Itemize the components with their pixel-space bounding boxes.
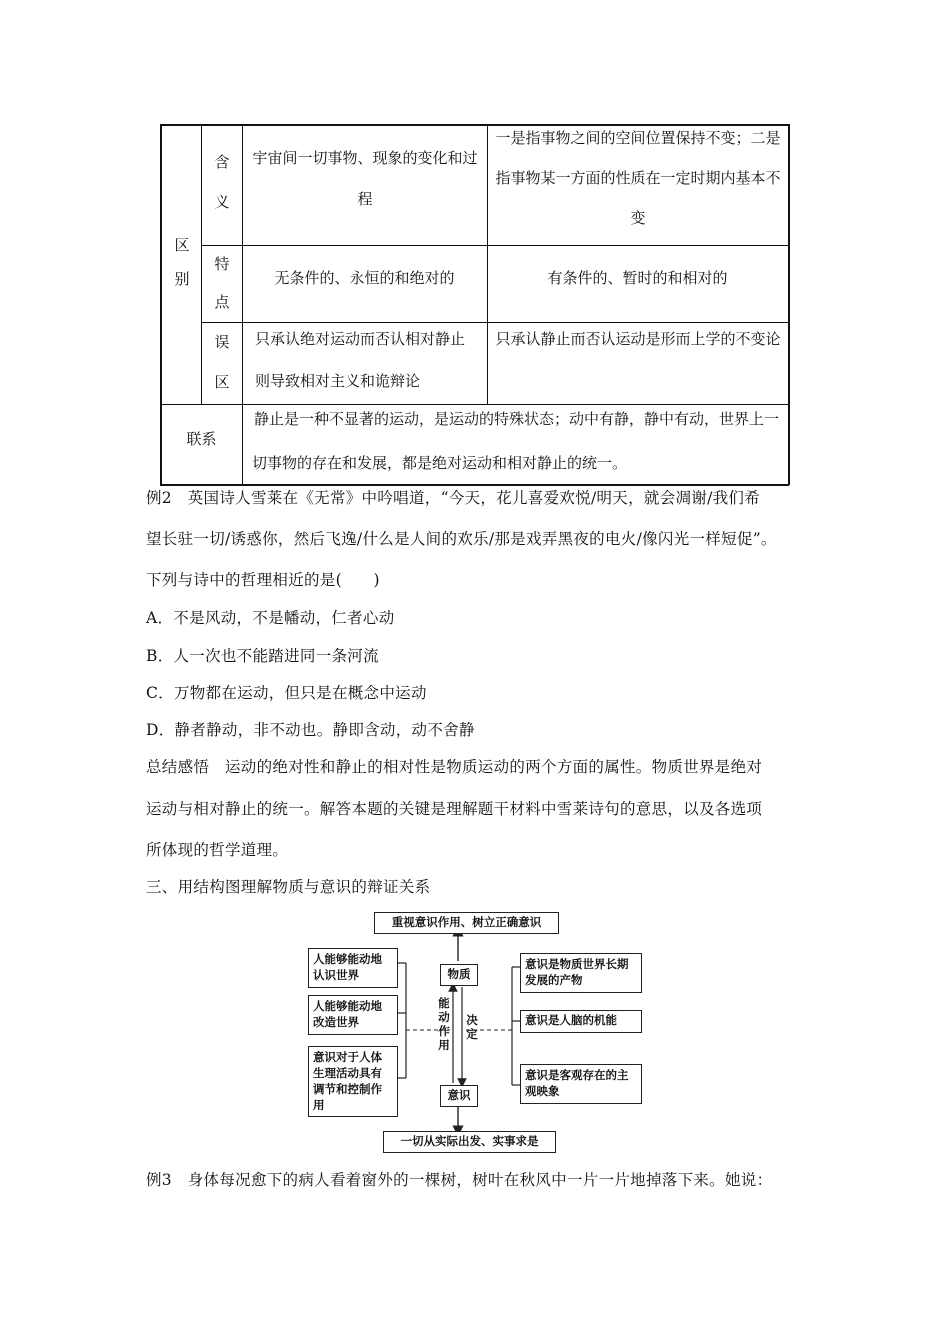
box-consciousness: 意识 — [440, 1085, 478, 1107]
label-hanyi: 含义 — [214, 153, 230, 211]
box-left-3: 意识对于人体生理活动具有调节和控制作用 — [308, 1046, 398, 1117]
example3-line1: 例3 身体每况愈下的病人看着窗外的一棵树，树叶在秋风中一片一片地掉落下来。她说： — [146, 1171, 773, 1189]
example2-line3: 下列与诗中的哲理相近的是( ) — [146, 571, 380, 589]
cell-lianxi: 静止是一种不显著的运动，是运动的特殊状态；动中有静，静中有动，世界上一切事物的存在和发展，都是绝对运动和相对静止的统一。 — [252, 410, 780, 472]
cell-wuqu-still: 只承认静止而否认运动是形而上学的不变论 — [495, 330, 781, 348]
table-divider — [201, 245, 789, 246]
label-ability: 能动作用 — [438, 996, 450, 1052]
table-divider — [201, 124, 202, 404]
option-c: C．万物都在运动，但只是在概念中运动 — [146, 684, 427, 702]
box-right-1: 意识是物质世界长期发展的产物 — [520, 953, 642, 993]
cell-hanyi-still: 一是指事物之间的空间位置保持不变；二是指事物某一方面的性质在一定时期内基本不变 — [495, 129, 781, 227]
box-right-2: 意识是人脑的机能 — [520, 1010, 642, 1033]
box-top: 重视意识作用、树立正确意识 — [374, 912, 559, 934]
cell-hanyi-motion: 宇宙间一切事物、现象的变化和过程 — [252, 149, 478, 208]
box-bottom: 一切从实际出发、实事求是 — [383, 1131, 556, 1153]
option-a: A．不是风动，不是幡动，仁者心动 — [146, 609, 395, 627]
table-divider — [242, 124, 243, 485]
summary-line3: 所体现的哲学道理。 — [146, 841, 289, 859]
label-wuqu: 误区 — [214, 333, 230, 391]
cell-wuqu-motion: 只承认绝对运动而否认相对静止则导致相对主义和诡辩论 — [255, 330, 466, 390]
cell-tedian-motion: 无条件的、永恒的和绝对的 — [274, 269, 455, 287]
label-decide: 决定 — [466, 1013, 478, 1041]
section3-heading: 三、用结构图理解物质与意识的辩证关系 — [146, 878, 431, 896]
box-right-3: 意识是客观存在的主观映象 — [520, 1064, 642, 1104]
table-border-right — [788, 124, 790, 485]
summary-line2: 运动与相对静止的统一。解答本题的关键是理解题干材料中雪莱诗句的意思，以及各选项 — [146, 800, 763, 818]
label-tedian: 特点 — [214, 255, 230, 311]
box-matter: 物质 — [440, 964, 478, 986]
summary-line1: 总结感悟 运动的绝对性和静止的相对性是物质运动的两个方面的属性。物质世界是绝对 — [146, 758, 763, 776]
option-d: D．静者静动，非不动也。静即含动，动不舍静 — [146, 721, 475, 739]
label-lianxi: 联系 — [186, 430, 217, 448]
box-left-2: 人能够能动地改造世界 — [308, 995, 398, 1035]
option-b: B．人一次也不能踏进同一条河流 — [146, 647, 379, 665]
box-left-1: 人能够能动地认识世界 — [308, 948, 398, 988]
cell-tedian-still: 有条件的、暂时的和相对的 — [547, 269, 728, 287]
example2-line2: 望长驻一切/诱惑你，然后飞逸/什么是人间的欢乐/那是戏弄黑夜的电火/像闪光一样短促”。 — [146, 530, 777, 548]
label-qubie: 区别 — [174, 236, 190, 288]
example2-line1: 例2 英国诗人雪莱在《无常》中吟唱道，“今天，花儿喜爱欢悦/明天，就会凋谢/我们希 — [146, 489, 761, 507]
